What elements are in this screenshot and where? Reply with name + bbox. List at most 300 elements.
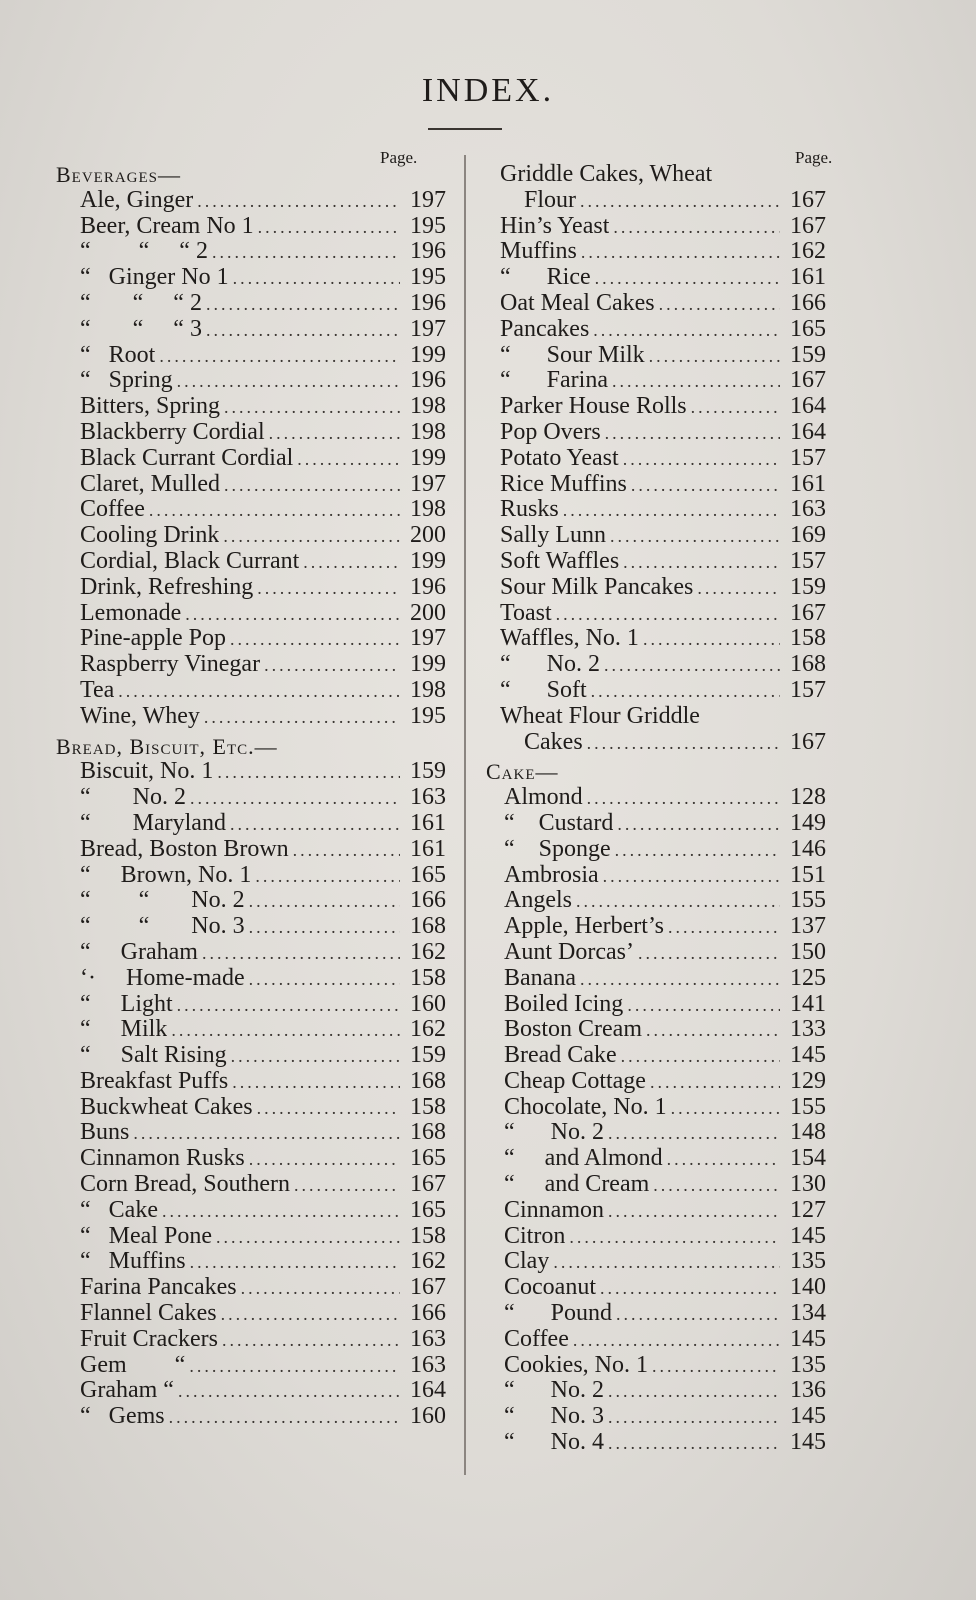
index-entry [56, 239, 446, 265]
dot-leader [241, 1276, 400, 1302]
index-entry [56, 940, 446, 966]
entry-label: “ “ No. 2 [80, 888, 245, 914]
dot-leader [650, 1070, 780, 1096]
dot-leader [580, 189, 780, 215]
entry-label: Wine, Whey [80, 703, 200, 729]
entry-label: “ “ No. 3 [80, 914, 245, 940]
dot-leader [610, 524, 780, 550]
entry-page-number: 167 [790, 728, 826, 755]
dot-leader [206, 318, 400, 344]
entry-page-number: 129 [790, 1067, 826, 1094]
entry-label: Almond [504, 785, 583, 811]
entry-label: Tea [80, 677, 115, 703]
index-entry [56, 1404, 446, 1430]
entry-label: Black Currant Cordial [80, 445, 294, 471]
dot-leader [608, 1379, 780, 1405]
index-entry [486, 888, 826, 914]
entry-label: “ Sour Milk [500, 342, 645, 368]
dot-leader [159, 344, 400, 370]
dot-leader [303, 550, 400, 576]
entry-page-number: 164 [790, 393, 826, 420]
index-entry [486, 497, 826, 523]
index-entry [56, 214, 446, 240]
index-entry [486, 785, 826, 811]
index-entry [486, 1275, 826, 1301]
entry-label: Ambrosia [504, 862, 599, 888]
entry-page-number: 141 [790, 990, 826, 1017]
index-entry [56, 343, 446, 369]
entry-page-number: 161 [410, 835, 446, 862]
index-entry [486, 472, 826, 498]
entry-page-number: 196 [410, 289, 446, 316]
entry-page-number: 200 [410, 599, 446, 626]
entry-page-number: 167 [790, 367, 826, 394]
dot-leader [608, 1431, 780, 1457]
entry-page-number: 197 [410, 470, 446, 497]
index-entry [56, 678, 446, 704]
entry-label: “ “ “ 2 [80, 239, 208, 265]
entry-page-number: 145 [790, 1222, 826, 1249]
entry-label: “ Maryland [80, 810, 226, 836]
entry-label: Rice Muffins [500, 471, 627, 497]
section-heading: Beverages— [56, 162, 182, 187]
index-entry [56, 1198, 446, 1224]
entry-page-number: 168 [410, 1119, 446, 1146]
entry-page-number: 159 [790, 341, 826, 368]
index-entry [486, 162, 826, 188]
index-entry [486, 730, 826, 756]
dot-leader [249, 1147, 400, 1173]
entry-label: Coffee [80, 497, 145, 523]
dot-leader [697, 576, 780, 602]
dot-leader [649, 344, 780, 370]
entry-page-number: 127 [790, 1196, 826, 1223]
dot-leader [231, 1044, 400, 1070]
entry-page-number: 163 [790, 496, 826, 523]
dot-leader [206, 292, 400, 318]
index-entry [486, 188, 826, 214]
right-column [486, 162, 826, 1456]
index-entry [486, 1353, 826, 1379]
dot-leader [257, 1096, 400, 1122]
entry-label: Lemonade [80, 600, 182, 626]
dot-leader [595, 266, 780, 292]
index-entry [486, 446, 826, 472]
index-entry [56, 317, 446, 343]
index-entry [56, 1249, 446, 1275]
dot-leader [224, 473, 400, 499]
entry-label: Claret, Mulled [80, 471, 220, 497]
entry-label: Fruit Crackers [80, 1326, 218, 1352]
dot-leader [293, 838, 400, 864]
entry-label: Bread Cake [504, 1043, 617, 1069]
entry-page-number: 128 [790, 784, 826, 811]
index-entry [56, 1043, 446, 1069]
dot-leader [600, 1276, 780, 1302]
entry-label: Cheap Cottage [504, 1068, 646, 1094]
index-entry [56, 759, 446, 785]
dot-leader [608, 1199, 780, 1225]
entry-label: “ Graham [80, 939, 198, 965]
dot-leader [217, 760, 400, 786]
index-entry [486, 1198, 826, 1224]
entry-label: Parker House Rolls [500, 394, 687, 420]
entry-label: Cinnamon [504, 1197, 604, 1223]
entry-page-number: 150 [790, 938, 826, 965]
entry-label: Griddle Cakes, Wheat [500, 162, 713, 187]
entry-label: “ Rice [500, 265, 591, 291]
index-entry [56, 863, 446, 889]
index-entry [56, 188, 446, 214]
entry-page-number: 198 [410, 393, 446, 420]
entry-label: “ Farina [500, 368, 608, 394]
entry-page-number: 161 [790, 470, 826, 497]
entry-page-number: 159 [790, 573, 826, 600]
entry-label: Sour Milk Pancakes [500, 574, 694, 600]
dot-leader [190, 786, 400, 812]
entry-label: Aunt Dorcas’ [504, 939, 634, 965]
entry-page-number: 165 [410, 861, 446, 888]
index-entry [486, 1327, 826, 1353]
entry-page-number: 125 [790, 964, 826, 991]
index-entry [56, 446, 446, 472]
dot-leader [189, 1354, 400, 1380]
index-entry [56, 394, 446, 420]
entry-page-number: 163 [410, 1351, 446, 1378]
entry-label: Breakfast Puffs [80, 1068, 229, 1094]
dot-leader [573, 1328, 780, 1354]
entry-page-number: 134 [790, 1300, 826, 1327]
dot-leader [603, 864, 780, 890]
dot-leader [233, 266, 400, 292]
entry-page-number: 137 [790, 913, 826, 940]
dot-leader [297, 447, 400, 473]
entry-label: Cinnamon Rusks [80, 1146, 245, 1172]
index-entry [56, 549, 446, 575]
dot-leader [190, 1250, 400, 1276]
dot-leader [177, 993, 400, 1019]
entry-label: Pop Overs [500, 419, 601, 445]
index-entry [56, 1146, 446, 1172]
dot-leader [623, 550, 780, 576]
index-entry [56, 1378, 446, 1404]
entry-page-number: 149 [790, 809, 826, 836]
index-entry [486, 1430, 826, 1456]
left-column [56, 162, 446, 1430]
index-entry [486, 811, 826, 837]
index-entry [486, 992, 826, 1018]
entry-page-number: 157 [790, 444, 826, 471]
dot-leader [257, 576, 400, 602]
entry-page-number: 166 [790, 289, 826, 316]
dot-leader [631, 473, 780, 499]
index-entry [56, 1095, 446, 1121]
entry-label: “ No. 2 [80, 785, 186, 811]
entry-page-number: 157 [790, 547, 826, 574]
entry-label: Ale, Ginger [80, 187, 194, 213]
index-entry [56, 1353, 446, 1379]
title-rule [428, 128, 502, 130]
dot-leader [581, 240, 780, 266]
dot-leader [608, 1121, 780, 1147]
dot-leader [671, 1096, 780, 1122]
entry-label: Blackberry Cordial [80, 419, 265, 445]
index-entry [486, 523, 826, 549]
entry-page-number: 159 [410, 758, 446, 785]
dot-leader [230, 812, 400, 838]
entry-label: Angels [504, 888, 572, 914]
index-entry [56, 837, 446, 863]
entry-page-number: 167 [410, 1171, 446, 1198]
entry-page-number: 146 [790, 835, 826, 862]
entry-label: “ and Cream [504, 1172, 650, 1198]
dot-leader [623, 447, 780, 473]
entry-label: “ Gems [80, 1404, 165, 1430]
dot-leader [216, 1225, 400, 1251]
entry-page-number: 157 [790, 676, 826, 703]
section-heading: Cake— [486, 759, 559, 785]
page-column-label-right: Page. [795, 148, 833, 167]
entry-label: Buckwheat Cakes [80, 1094, 253, 1120]
entry-label: Apple, Herbert’s [504, 914, 664, 940]
entry-label: Cocoanut [504, 1275, 596, 1301]
index-entry [486, 914, 826, 940]
entry-page-number: 155 [790, 887, 826, 914]
dot-leader [169, 1405, 400, 1431]
entry-label: “ Muffins [80, 1249, 186, 1275]
dot-leader [608, 1405, 780, 1431]
dot-leader [621, 1044, 780, 1070]
dot-leader [118, 679, 400, 705]
entry-page-number: 151 [790, 861, 826, 888]
entry-label: “ Brown, No. 1 [80, 862, 252, 888]
entry-page-number: 160 [410, 990, 446, 1017]
entry-page-number: 135 [790, 1351, 826, 1378]
index-entry [486, 1146, 826, 1172]
index-entry [56, 1069, 446, 1095]
dot-leader [652, 1354, 780, 1380]
entry-page-number: 196 [410, 367, 446, 394]
entry-page-number: 136 [790, 1377, 826, 1404]
index-entry [56, 1275, 446, 1301]
entry-label: Cordial, Black Currant [80, 548, 300, 574]
entry-page-number: 154 [790, 1145, 826, 1172]
index-entry [486, 1249, 826, 1275]
entry-page-number: 168 [410, 913, 446, 940]
entry-label: “ “ “ 3 [80, 316, 202, 342]
entry-page-number: 163 [410, 1325, 446, 1352]
index-entry [486, 1043, 826, 1069]
section-heading: Bread, Biscuit, Etc.— [56, 733, 278, 759]
index-entry [56, 1172, 446, 1198]
index-entry [486, 575, 826, 601]
entry-page-number: 165 [410, 1145, 446, 1172]
dot-leader [627, 993, 780, 1019]
dot-leader [204, 705, 400, 731]
index-entry [486, 652, 826, 678]
entry-page-number: 197 [410, 186, 446, 213]
dot-leader [177, 369, 400, 395]
index-entry [486, 214, 826, 240]
entry-label: Boiled Icing [504, 991, 624, 1017]
entry-page-number: 197 [410, 315, 446, 342]
entry-page-number: 199 [410, 444, 446, 471]
dot-leader [576, 889, 780, 915]
index-entry [56, 1120, 446, 1146]
index-entry [486, 343, 826, 369]
entry-label: Pancakes [500, 316, 590, 342]
entry-label: Potato Yeast [500, 445, 619, 471]
dot-leader [605, 421, 780, 447]
entry-label: Flannel Cakes [80, 1301, 217, 1327]
index-entry [486, 601, 826, 627]
entry-label: Gem “ [80, 1352, 186, 1378]
page-title: INDEX. [421, 72, 555, 109]
dot-leader [616, 1302, 780, 1328]
entry-label: “ Soft [500, 677, 587, 703]
index-entry [56, 497, 446, 523]
entry-page-number: 168 [790, 651, 826, 678]
entry-page-number: 195 [410, 702, 446, 729]
entry-label: Muffins [500, 239, 577, 265]
dot-leader [255, 864, 400, 890]
entry-page-number: 133 [790, 1016, 826, 1043]
entry-label: Biscuit, No. 1 [80, 759, 214, 785]
entry-label: Waffles, No. 1 [500, 626, 639, 652]
index-entry [56, 575, 446, 601]
index-entry [486, 394, 826, 420]
dot-leader [178, 1379, 400, 1405]
entry-page-number: 162 [790, 238, 826, 265]
index-entry [486, 626, 826, 652]
dot-leader [563, 498, 780, 524]
index-entry [486, 966, 826, 992]
entry-page-number: 145 [790, 1325, 826, 1352]
index-entry [486, 291, 826, 317]
index-entry [486, 1017, 826, 1043]
entry-page-number: 158 [410, 1093, 446, 1120]
index-entry [486, 420, 826, 446]
dot-leader [202, 941, 400, 967]
entry-label: Wheat Flour Griddle [500, 703, 700, 729]
index-entry [56, 914, 446, 940]
entry-page-number: 165 [790, 315, 826, 342]
dot-leader [185, 602, 400, 628]
index-entry [56, 992, 446, 1018]
index-entry [486, 1404, 826, 1430]
dot-leader [264, 653, 400, 679]
entry-label: Boston Cream [504, 1017, 642, 1043]
entry-page-number: 167 [790, 186, 826, 213]
entry-page-number: 145 [790, 1429, 826, 1456]
entry-page-number: 167 [410, 1274, 446, 1301]
index-entry [486, 239, 826, 265]
dot-leader [269, 421, 400, 447]
entry-page-number: 198 [410, 418, 446, 445]
entry-label: “ Light [80, 991, 173, 1017]
index-entry [486, 1378, 826, 1404]
dot-leader [615, 838, 780, 864]
index-entry [56, 704, 446, 730]
dot-leader [691, 395, 780, 421]
dot-leader [569, 1225, 780, 1251]
index-entry [486, 678, 826, 704]
entry-page-number: 160 [410, 1403, 446, 1430]
entry-page-number: 195 [410, 264, 446, 291]
index-entry [56, 291, 446, 317]
index-entry [56, 785, 446, 811]
dot-leader [553, 1250, 780, 1276]
entry-label: “ Pound [504, 1301, 612, 1327]
entry-label: Buns [80, 1120, 130, 1146]
dot-leader [653, 1173, 780, 1199]
entry-label: Flour [524, 187, 577, 213]
entry-page-number: 166 [410, 1300, 446, 1327]
entry-label: Citron [504, 1223, 566, 1249]
entry-page-number: 196 [410, 573, 446, 600]
entry-page-number: 158 [790, 625, 826, 652]
dot-leader [171, 1018, 400, 1044]
entry-page-number: 162 [410, 1248, 446, 1275]
entry-label: Beer, Cream No 1 [80, 213, 254, 239]
dot-leader [613, 215, 780, 241]
index-entry [486, 863, 826, 889]
index-entry [56, 811, 446, 837]
entry-label: Chocolate, No. 1 [504, 1094, 667, 1120]
entry-page-number: 169 [790, 522, 826, 549]
dot-leader [587, 786, 780, 812]
dot-leader [580, 967, 780, 993]
entry-label: “ Custard [504, 810, 614, 836]
dot-leader [646, 1018, 780, 1044]
entry-page-number: 168 [410, 1067, 446, 1094]
index-entry [56, 1017, 446, 1043]
entry-label: Bitters, Spring [80, 394, 221, 420]
dot-leader [162, 1199, 400, 1225]
dot-leader [230, 627, 400, 653]
dot-leader [149, 498, 400, 524]
entry-label: Bread, Boston Brown [80, 836, 289, 862]
dot-leader [223, 524, 400, 550]
entry-label: “ Milk [80, 1017, 168, 1043]
index-entry [486, 1069, 826, 1095]
entry-label: “ No. 2 [504, 1378, 604, 1404]
entry-label: Cakes [524, 729, 583, 755]
dot-leader [556, 602, 780, 628]
entry-label: Banana [504, 965, 576, 991]
dot-leader [593, 318, 780, 344]
entry-page-number: 198 [410, 676, 446, 703]
entry-page-number: 140 [790, 1274, 826, 1301]
entry-page-number: 161 [410, 809, 446, 836]
index-entry [56, 472, 446, 498]
dot-leader [221, 1302, 400, 1328]
entry-label: Drink, Refreshing [80, 574, 254, 600]
entry-page-number: 164 [410, 1377, 446, 1404]
entry-label: “ Salt Rising [80, 1043, 227, 1069]
entry-page-number: 195 [410, 212, 446, 239]
entry-label: Soft Waffles [500, 548, 620, 574]
entry-label: “ Sponge [504, 836, 611, 862]
entry-page-number: 145 [790, 1403, 826, 1430]
entry-page-number: 196 [410, 238, 446, 265]
entry-label: Raspberry Vinegar [80, 652, 261, 678]
entry-label: “ No. 3 [504, 1404, 604, 1430]
dot-leader [197, 189, 400, 215]
index-entry [56, 966, 446, 992]
entry-label: Clay [504, 1249, 550, 1275]
dot-leader [668, 915, 780, 941]
